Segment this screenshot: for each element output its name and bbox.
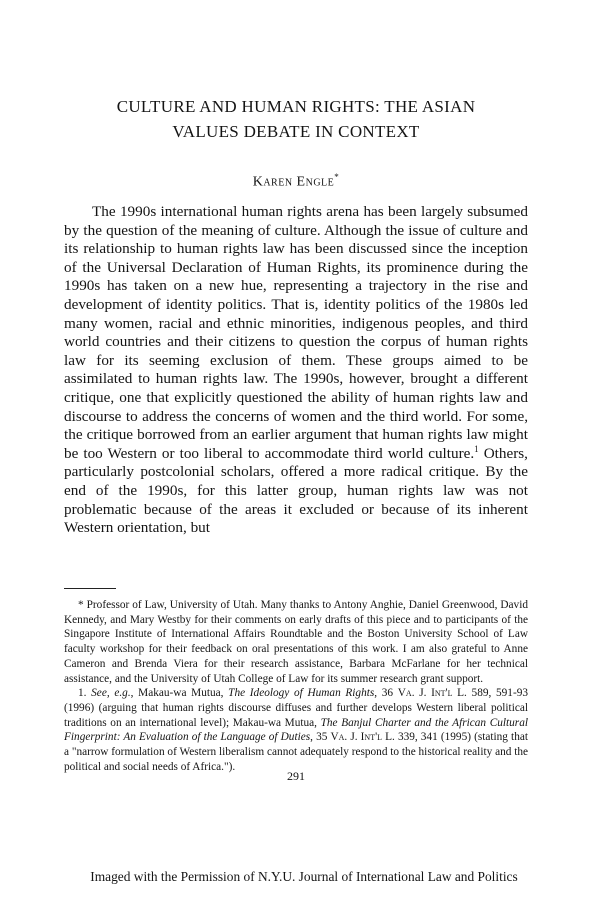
footnote-divider [64, 588, 116, 589]
footnote-1-title-banjul: The Banjul Charter and the African Cultural Fingerprint: An Evaluation of the Language of Duties [64, 716, 528, 744]
footnote-1-text-b: , 36 [374, 687, 398, 700]
footnote-1-signal: See, e.g. [91, 687, 131, 700]
footnotes [64, 598, 528, 774]
author-footnote-mark: * [334, 172, 340, 182]
footnote-1-text-c: 589, 591-93 (1996) (arguing that human rights discourse diffuses and further develops Western liberal political traditions on an international level); Makau-wa Mutua, [64, 687, 529, 729]
article-title [60, 94, 532, 144]
footnote-1-title-ideology: The Ideology of Human Rights [228, 687, 375, 700]
title-line-2: VALUES DEBATE IN CONTEXT [172, 122, 420, 141]
footnote-1-text-a: , Makau-wa Mutua, [130, 687, 229, 700]
page-number: 291 [287, 769, 305, 783]
author-byline [60, 172, 532, 191]
body-text [64, 203, 528, 538]
footnote-ref-1: 1 [474, 443, 479, 454]
footnote-1-number: 1. [78, 687, 92, 700]
footnote-1-text-d: , 35 [310, 731, 331, 744]
footnote-star: * Professor of Law, University of Utah. Many thanks to Antony Anghie, Daniel Greenwood, David Kennedy, and Mary Westby for their comments on early drafts of this piece and to participants of the Singapore Institute of International Affairs Roundtable and the Boston University School of Law faculty workshop for their feedback on oral presentations of this work. I am also grateful to Anne Cameron and Brenda Viera for their research assistance, Barbara McFarlane for her technical assistance, and the University of Utah College of Law for its summer research grant support. [64, 599, 528, 685]
paragraph-part-2: Others, particularly postcolonial scholars, offered a more radical critique. By the end of the 1990s, for this latter group, human rights law was not problematic because of the areas it excluded or because of its inherent Western orientation, but [64, 444, 528, 537]
footnote-1-text-e: 339, 341 (1995) (stating that a "narrow formulation of Western liberalism cannot adequately respond to the historical reality and the political and social needs of Africa."). [64, 731, 529, 773]
body-paragraph [64, 203, 528, 538]
footnote-1-journal-1: Va. J. Int'l L. [397, 687, 467, 700]
footnote-1-journal-2: Va. J. Int'l L. [330, 731, 395, 744]
author-name: Karen Engle [252, 174, 335, 190]
title-line-1: CULTURE AND HUMAN RIGHTS: THE ASIAN [116, 97, 476, 116]
paragraph-part-1: The 1990s international human rights arena has been largely subsumed by the question of the meaning of culture. Although the issue of culture and its relationship to human rights law has been discussed since the inception of the Universal Declaration of Human Rights, its prominence during the 1990s has taken on a new hue, representing a trajectory in the rise and development of identity politics. That is, identity politics of the 1980s led many women, racial and ethnic minorities, indigenous peoples, and third world countries and their citizens to question the corpus of human rights law for its seeming exclusion of them. These groups aimed to be assimilated to human rights law. The 1990s, however, brought a different critique, one that explicitly questioned the ability of human rights law and discourse to address the concerns of women and the third world. For some, the critique borrowed from an earlier argument that human rights law might be too Western or too liberal to accommodate third world culture. [64, 203, 528, 462]
footnote-1 [64, 686, 528, 774]
permission-footer: Imaged with the Permission of N.Y.U. Journal of International Law and Politics [90, 869, 518, 884]
